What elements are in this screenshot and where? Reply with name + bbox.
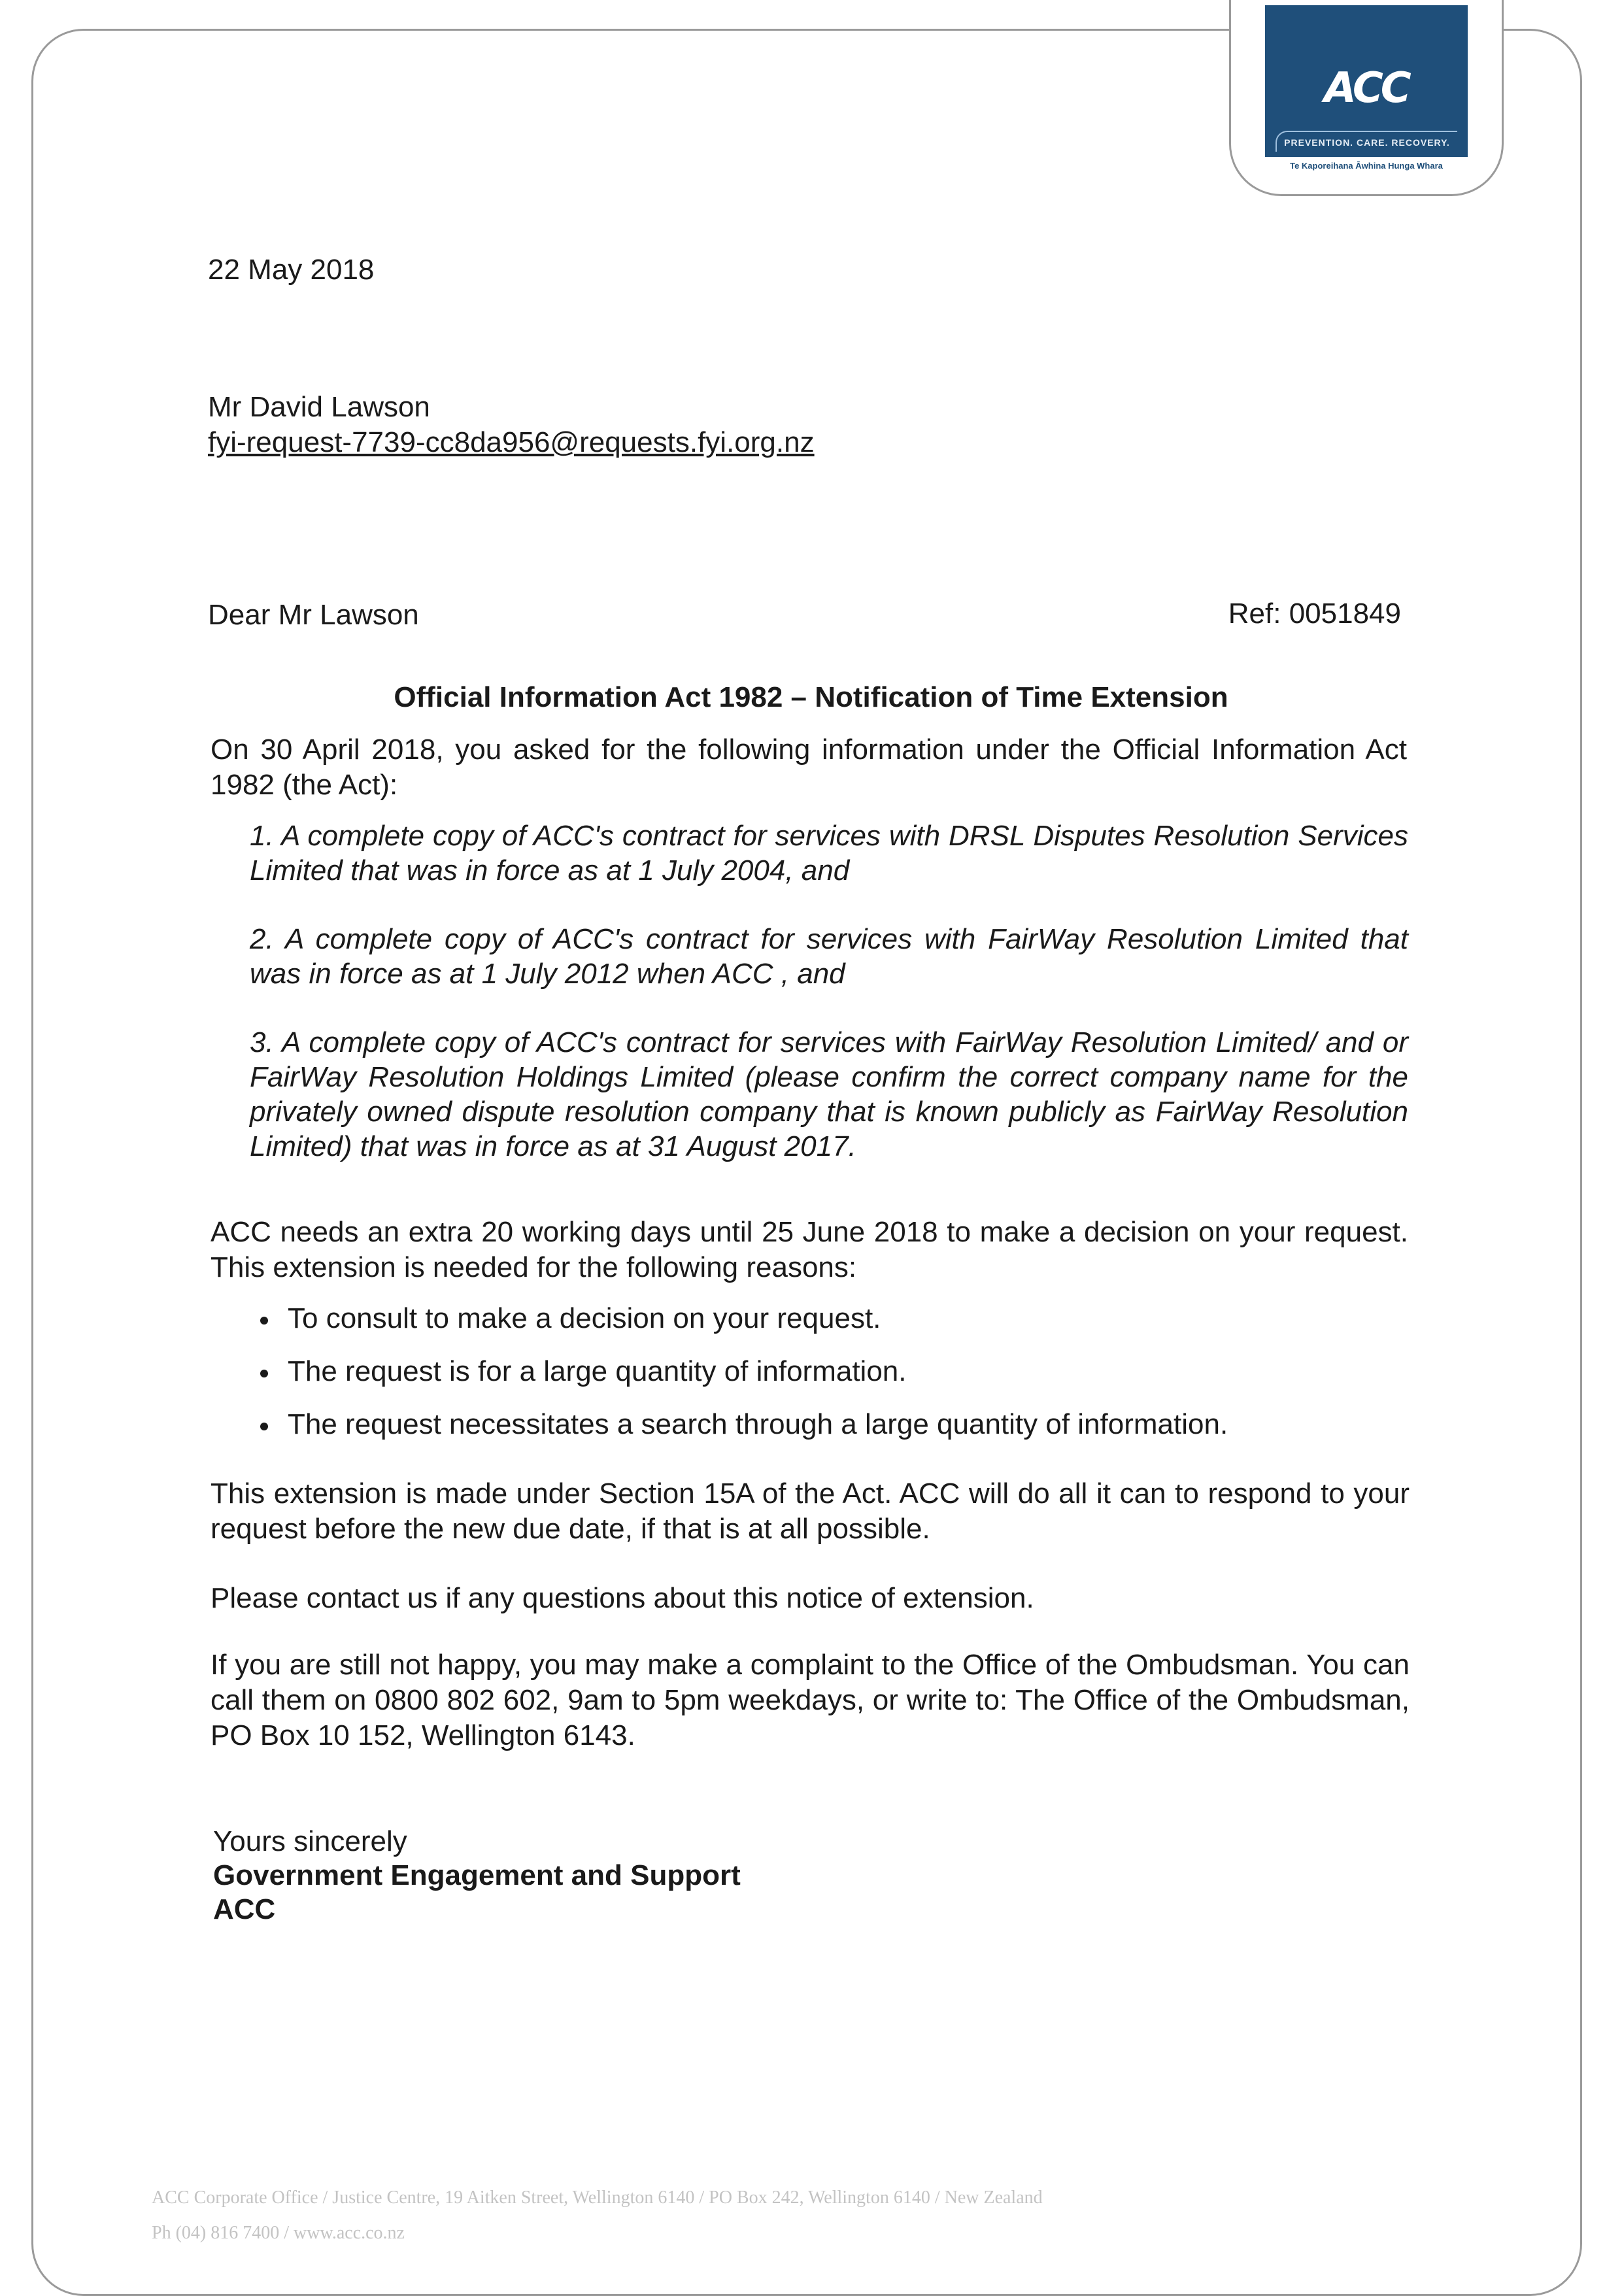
acc-logo [1265, 5, 1468, 157]
reasons-list [256, 1301, 1228, 1460]
footer-address: ACC Corporate Office / Justice Centre, 19 Aitken Street, Wellington 6140 / PO Box 242, Wellington 6140 / New Zealand [152, 2187, 1043, 2208]
reason-item: The request necessitates a search through a large quantity of information. [256, 1407, 1228, 1442]
footer-contact: Ph (04) 816 7400 / www.acc.co.nz [152, 2223, 405, 2243]
reason-item: The request is for a large quantity of information. [256, 1354, 1228, 1389]
signature-organisation: ACC [213, 1893, 276, 1925]
section-15a-paragraph: This extension is made under Section 15A of the Act. ACC will do all it can to respond to your request before the new due date, if that is at all possible. [211, 1477, 1410, 1545]
reference-number: Ref: 0051849 [1228, 598, 1401, 630]
logo-maori-name: Te Kaporeihana Āwhina Hunga Whara [1290, 161, 1443, 171]
reason-item: To consult to make a decision on your request. [256, 1301, 1228, 1336]
letter-subject: Official Information Act 1982 – Notification of Time Extension [394, 681, 1228, 713]
recipient-email-link[interactable]: fyi-request-7739-cc8da956@requests.fyi.org.nz [208, 426, 815, 458]
logo-tagline: PREVENTION. CARE. RECOVERY. [1276, 131, 1457, 152]
signature-team: Government Engagement and Support [213, 1859, 741, 1891]
letter-date: 22 May 2018 [208, 254, 375, 286]
recipient-name: Mr David Lawson [208, 391, 430, 423]
ombudsman-paragraph: If you are still not happy, you may make a complaint to the Office of the Ombudsman. You can call them on 0800 802 602, 9am to 5pm weekdays, or write to: The Office of the Ombudsman, PO Box 10 152, Wellington 6143. [211, 1649, 1410, 1751]
closing: Yours sincerely [213, 1825, 407, 1857]
request-item: 1. A complete copy of ACC's contract for services with DRSL Disputes Resolution Services Limited that was in force as at 1 July 2004, and [250, 820, 1408, 886]
request-item: 3. A complete copy of ACC's contract for services with FairWay Resolution Limited/ and or FairWay Resolution Holdings Limited (please confirm the correct company name for the privately owned dispute resolution company that is known publicly as FairWay Resolution Limited) that was in force as at 31 August 2017. [250, 1026, 1408, 1162]
intro-paragraph: On 30 April 2018, you asked for the following information under the Official Information Act 1982 (the Act): [211, 734, 1407, 801]
request-item: 2. A complete copy of ACC's contract for services with FairWay Resolution Limited that was in force as at 1 July 2012 when ACC , and [250, 923, 1408, 990]
contact-paragraph: Please contact us if any questions about this notice of extension. [211, 1582, 1034, 1614]
extension-paragraph: ACC needs an extra 20 working days until 25 June 2018 to make a decision on your request. This extension is needed for the following reasons: [211, 1216, 1408, 1283]
logo-wordmark: ACC [1324, 64, 1409, 112]
salutation: Dear Mr Lawson [208, 599, 419, 631]
